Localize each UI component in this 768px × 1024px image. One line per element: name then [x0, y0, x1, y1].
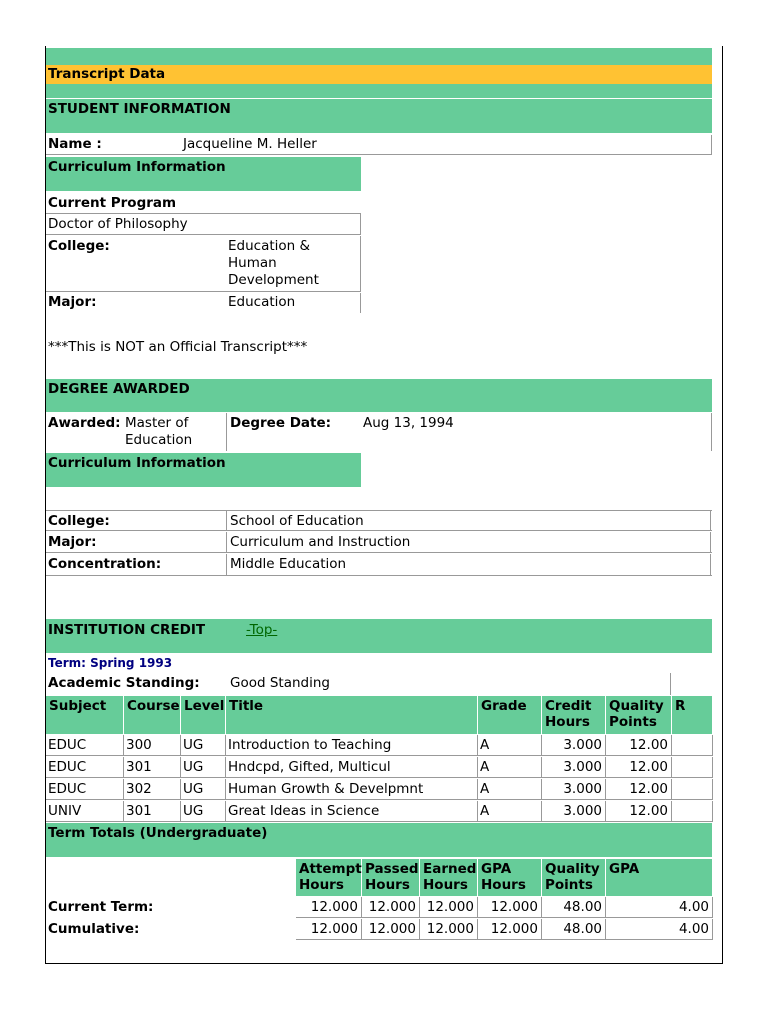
term-label: Term: Spring 1993: [48, 656, 173, 670]
row-divider: [710, 532, 711, 552]
major-row: [46, 293, 361, 313]
totals-row-label: Current Term:: [48, 899, 154, 915]
totals-cell-passed-hours: 12.000: [362, 919, 420, 940]
totals-cell-gpa-hours: 12.000: [478, 919, 542, 940]
green-bar: [46, 84, 712, 98]
cell-course: 302: [124, 779, 181, 800]
col-attempt-hours: Attempt Hours: [296, 859, 361, 896]
current-program-label: Current Program: [48, 195, 177, 211]
cell-credit-hours: 3.000: [542, 735, 606, 756]
top-green-bar: [46, 48, 712, 65]
degree-major-label: Major:: [48, 534, 97, 550]
degree-section-header: DEGREE AWARDED: [46, 379, 712, 412]
cell-level: UG: [181, 801, 226, 822]
col-grade: Grade: [478, 696, 541, 734]
institution-section-header: [46, 619, 712, 653]
totals-cell-quality-points: 48.00: [542, 919, 606, 940]
cell-grade: A: [478, 757, 542, 778]
name-value: Jacqueline M. Heller: [183, 136, 317, 152]
cell-grade: A: [478, 779, 542, 800]
degree-college-value: School of Education: [230, 513, 364, 529]
cell-r: [672, 801, 713, 822]
name-label: Name :: [48, 136, 102, 152]
standing-label: Academic Standing:: [48, 675, 200, 691]
standing-value: Good Standing: [230, 675, 330, 691]
col-course: Course: [124, 696, 180, 734]
totals-row-label: Cumulative:: [48, 921, 140, 937]
cell-subject: EDUC: [46, 779, 124, 800]
cell-quality-points: 12.00: [606, 801, 672, 822]
row-divider: [710, 511, 711, 531]
curriculum-header: Curriculum Information: [46, 157, 361, 191]
cell-level: UG: [181, 757, 226, 778]
table-right-edge: [722, 734, 723, 820]
col-r: R: [672, 696, 712, 734]
college-row: [46, 236, 361, 292]
awarded-label: Awarded:: [48, 415, 121, 431]
top-link[interactable]: -Top-: [246, 622, 278, 638]
degree-college-label: College:: [48, 513, 110, 529]
totals-cell-attempt-hours: 12.000: [296, 919, 362, 940]
cell-credit-hours: 3.000: [542, 801, 606, 822]
cell-quality-points: 12.00: [606, 779, 672, 800]
program-value: Doctor of Philosophy: [48, 216, 188, 232]
cell-course: 300: [124, 735, 181, 756]
col-title: Title: [226, 696, 477, 734]
unofficial-notice: ***This is NOT an Official Transcript***: [48, 339, 308, 355]
student-section-header: STUDENT INFORMATION: [46, 99, 712, 133]
degree-date-value: Aug 13, 1994: [363, 415, 454, 431]
cell-course: 301: [124, 757, 181, 778]
cell-title: Hndcpd, Gifted, Multicul: [226, 757, 478, 778]
program-row: [46, 213, 361, 235]
concentration-label: Concentration:: [48, 556, 162, 572]
totals-cell-gpa-hours: 12.000: [478, 897, 542, 918]
degree-college-row: [46, 510, 712, 531]
concentration-row: [46, 554, 712, 576]
col-level: Level: [181, 696, 225, 734]
major-label: Major:: [48, 294, 97, 310]
cell-grade: A: [478, 801, 542, 822]
col-quality-points: Quality Points: [606, 696, 671, 734]
major-value: Education: [228, 294, 296, 310]
cell-subject: EDUC: [46, 757, 124, 778]
cell-grade: A: [478, 735, 542, 756]
cell-level: UG: [181, 779, 226, 800]
cell-subject: EDUC: [46, 735, 124, 756]
cell-r: [672, 757, 713, 778]
college-value: Education & Human Development: [228, 238, 319, 288]
institution-title: INSTITUTION CREDIT: [48, 622, 206, 638]
cell-quality-points: 12.00: [606, 757, 672, 778]
degree-row: [46, 413, 712, 451]
cell-credit-hours: 3.000: [542, 757, 606, 778]
concentration-value: Middle Education: [230, 556, 347, 572]
cell-r: [672, 735, 713, 756]
row-divider: [710, 554, 711, 575]
degree-date-label: Degree Date:: [230, 415, 332, 431]
standing-row: [46, 673, 671, 695]
cell-course: 301: [124, 801, 181, 822]
degree-major-row: [46, 532, 712, 553]
totals-cell-earned-hours: 12.000: [420, 897, 478, 918]
cell-r: [672, 779, 713, 800]
totals-cell-attempt-hours: 12.000: [296, 897, 362, 918]
totals-cell-earned-hours: 12.000: [420, 919, 478, 940]
awarded-value: Master of Education: [125, 415, 193, 448]
transcript-title: Transcript Data: [46, 65, 712, 84]
totals-cell-gpa: 4.00: [606, 919, 713, 940]
col-subject: Subject: [46, 696, 123, 734]
col-gpa-hours: GPA Hours: [478, 859, 541, 896]
term-totals-header: Term Totals (Undergraduate): [46, 823, 712, 857]
row-divider: [226, 554, 227, 575]
cell-title: Introduction to Teaching: [226, 735, 478, 756]
name-row: [46, 135, 712, 155]
row-divider: [226, 532, 227, 552]
totals-cell-passed-hours: 12.000: [362, 897, 420, 918]
col-gpa: GPA: [606, 859, 712, 896]
col-passed-hours: Passed Hours: [362, 859, 419, 896]
cell-level: UG: [181, 735, 226, 756]
degree-major-value: Curriculum and Instruction: [230, 534, 411, 550]
college-label: College:: [48, 238, 110, 254]
cell-credit-hours: 3.000: [542, 779, 606, 800]
cell-subject: UNIV: [46, 801, 124, 822]
cell-title: Human Growth & Develpmnt: [226, 779, 478, 800]
cell-quality-points: 12.00: [606, 735, 672, 756]
totals-cell-gpa: 4.00: [606, 897, 713, 918]
row-divider: [226, 511, 227, 531]
totals-cell-quality-points: 48.00: [542, 897, 606, 918]
col-earned-hours: Earned Hours: [420, 859, 477, 896]
col-credit-hours: Credit Hours: [542, 696, 605, 734]
cell-title: Great Ideas in Science: [226, 801, 478, 822]
degree-divider: [226, 413, 227, 451]
col-totals-quality-points: Quality Points: [542, 859, 605, 896]
degree-curriculum-header: Curriculum Information: [46, 453, 361, 487]
